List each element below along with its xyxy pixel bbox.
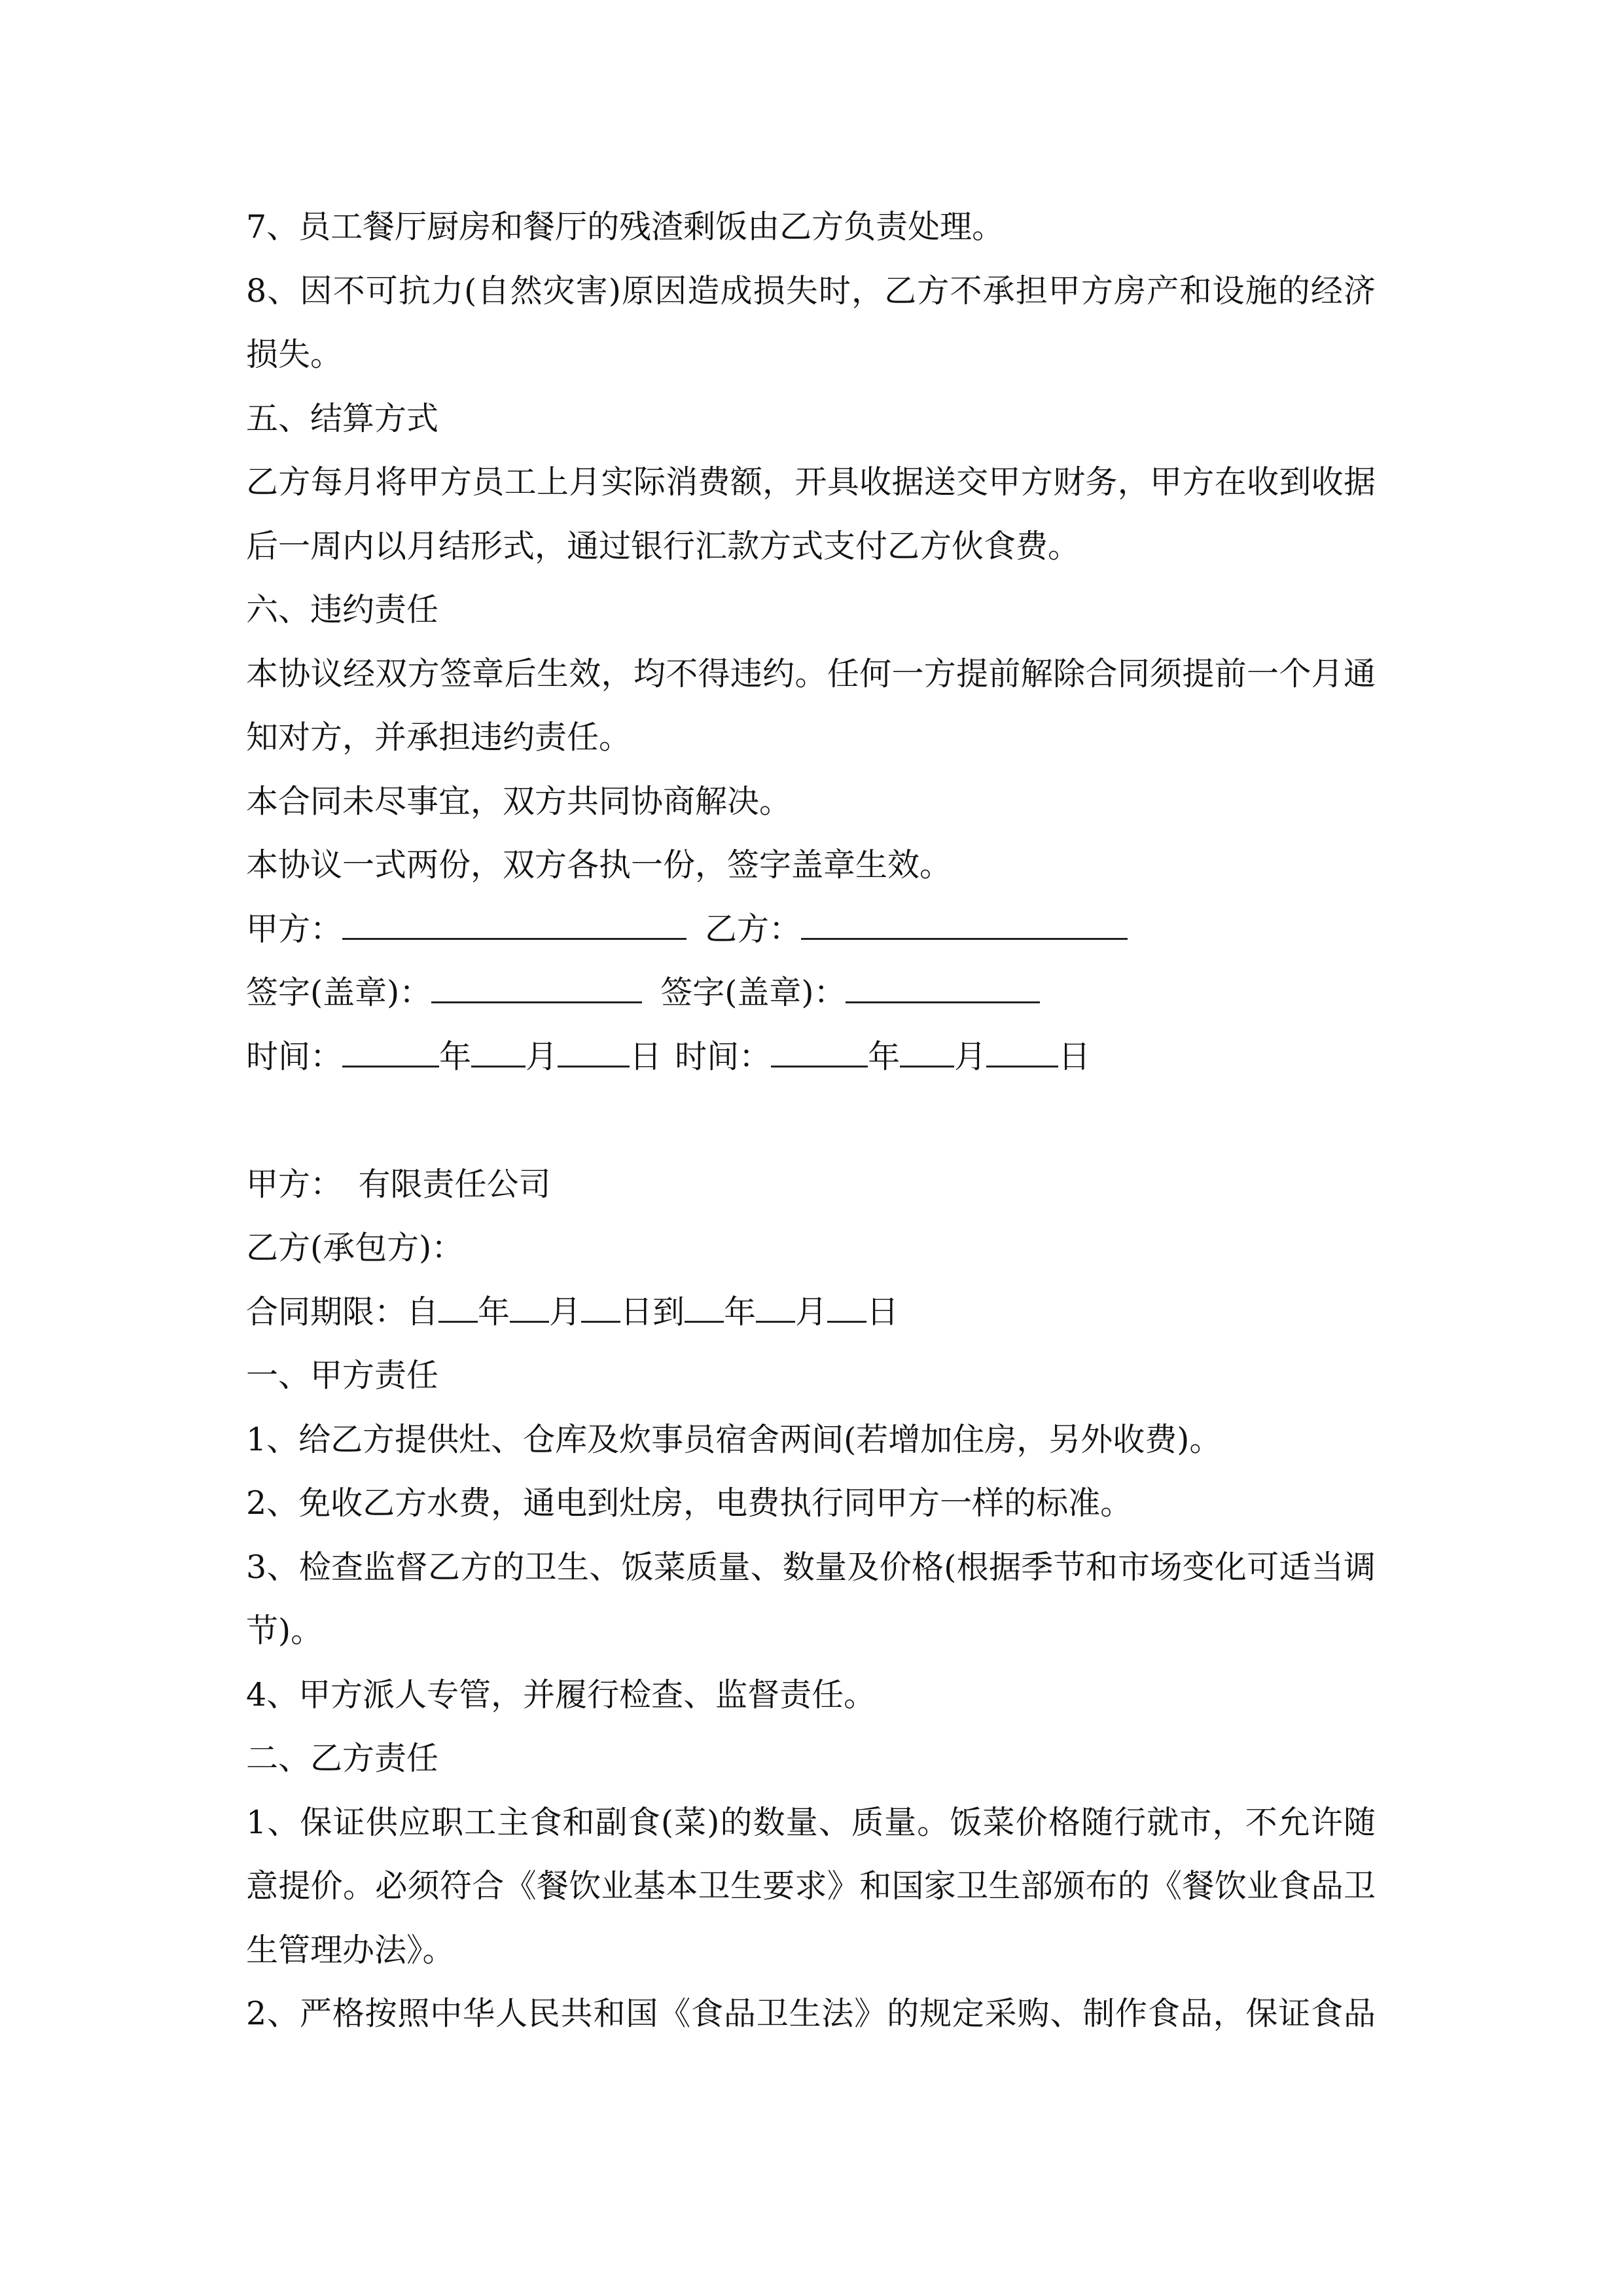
month-label: 月: [795, 1293, 828, 1331]
paragraph-line: 知对方，并承担违约责任。: [246, 719, 632, 756]
day-blank: [558, 1039, 630, 1067]
section-heading: 六、违约责任: [246, 591, 439, 628]
month-blank: [900, 1039, 954, 1067]
contract-term-row: [246, 1280, 1376, 1344]
section-heading: 五、结算方式: [246, 399, 439, 437]
party-b-label: 乙方：: [705, 910, 802, 948]
blank: [685, 1295, 724, 1323]
year-blank: [771, 1039, 868, 1067]
paragraph-line: 2、免收乙方水费，通电到灶房，电费执行同甲方一样的标准。: [246, 1484, 1133, 1522]
year-label: 年: [724, 1293, 757, 1331]
blank: [756, 1295, 795, 1323]
paragraph-line: 1、保证供应职工主食和副食(菜)的数量、质量。饭菜价格随行就市，不允许随: [246, 1803, 1376, 1841]
day-label: 日: [630, 1037, 662, 1075]
month-blank: [471, 1039, 526, 1067]
year-blank: [342, 1039, 439, 1067]
paragraph-line: 本协议经双方签章后生效，均不得违约。任何一方提前解除合同须提前一个月通: [246, 655, 1376, 692]
signature-date-row: [246, 1025, 1376, 1089]
party-a-company: 甲方： 有限责任公司: [246, 1165, 551, 1203]
party-a-blank: [342, 912, 687, 940]
party-b-blank: [801, 912, 1128, 940]
blank: [510, 1295, 549, 1323]
year-label: 年: [478, 1293, 510, 1331]
paragraph-line: 7、员工餐厅厨房和餐厅的残渣剩饭由乙方负责处理。: [246, 208, 1005, 245]
sign-a-blank: [431, 975, 642, 1003]
paragraph-line: 后一周内以月结形式，通过银行汇款方式支付乙方伙食费。: [246, 527, 1080, 565]
party-a-label: 甲方：: [246, 910, 343, 948]
to-label: 日到: [620, 1293, 685, 1331]
document-page: [246, 195, 1376, 2046]
day-label: 日: [1058, 1037, 1091, 1075]
time-a-label: 时间：: [246, 1037, 343, 1075]
sign-b-blank: [846, 975, 1040, 1003]
signature-party-row: [246, 897, 1376, 961]
paragraph-line: 本协议一式两份，双方各执一份，签字盖章生效。: [246, 846, 952, 884]
signature-seal-row: [246, 961, 1376, 1025]
section-heading: 一、甲方责任: [246, 1357, 439, 1394]
party-b-contractor: 乙方(承包方)：: [246, 1229, 464, 1266]
sign-b-label: 签字(盖章)：: [660, 974, 846, 1011]
paragraph-line: 1、给乙方提供灶、仓库及炊事员宿舍两间(若增加住房，另外收费)。: [246, 1420, 1222, 1458]
paragraph-line: 生管理办法》。: [246, 1931, 455, 1969]
month-label: 月: [526, 1037, 558, 1075]
blank: [827, 1295, 866, 1323]
paragraph-line: 3、检查监督乙方的卫生、饭菜质量、数量及价格(根据季节和市场变化可适当调: [246, 1548, 1376, 1586]
paragraph-line: 节)。: [246, 1612, 323, 1649]
paragraph-line: 乙方每月将甲方员工上月实际消费额，开具收据送交甲方财务，甲方在收到收据: [246, 463, 1376, 501]
paragraph-line: 意提价。必须符合《餐饮业基本卫生要求》和国家卫生部颁布的《餐饮业食品卫: [246, 1867, 1376, 1905]
time-b-label: 时间：: [675, 1037, 772, 1075]
paragraph-line: 8、因不可抗力(自然灾害)原因造成损失时，乙方不承担甲方房产和设施的经济: [246, 272, 1376, 310]
year-label: 年: [439, 1037, 472, 1075]
paragraph-line: 2、严格按照中华人民共和国《食品卫生法》的规定采购、制作食品，保证食品: [246, 1995, 1376, 2032]
term-label: 合同期限：自: [246, 1293, 439, 1331]
section-heading: 二、乙方责任: [246, 1740, 439, 1777]
blank: [438, 1295, 478, 1323]
paragraph-line: 本合同未尽事宜，双方共同协商解决。: [246, 782, 792, 820]
sign-a-label: 签字(盖章)：: [246, 974, 432, 1011]
day-blank: [986, 1039, 1058, 1067]
blank: [581, 1295, 620, 1323]
month-label: 月: [954, 1037, 987, 1075]
paragraph-line: 4、甲方派人专管，并履行检查、监督责任。: [246, 1676, 876, 1713]
year-label: 年: [868, 1037, 901, 1075]
paragraph-line: 损失。: [246, 336, 343, 373]
month-label: 月: [549, 1293, 582, 1331]
day-label: 日: [866, 1293, 899, 1331]
